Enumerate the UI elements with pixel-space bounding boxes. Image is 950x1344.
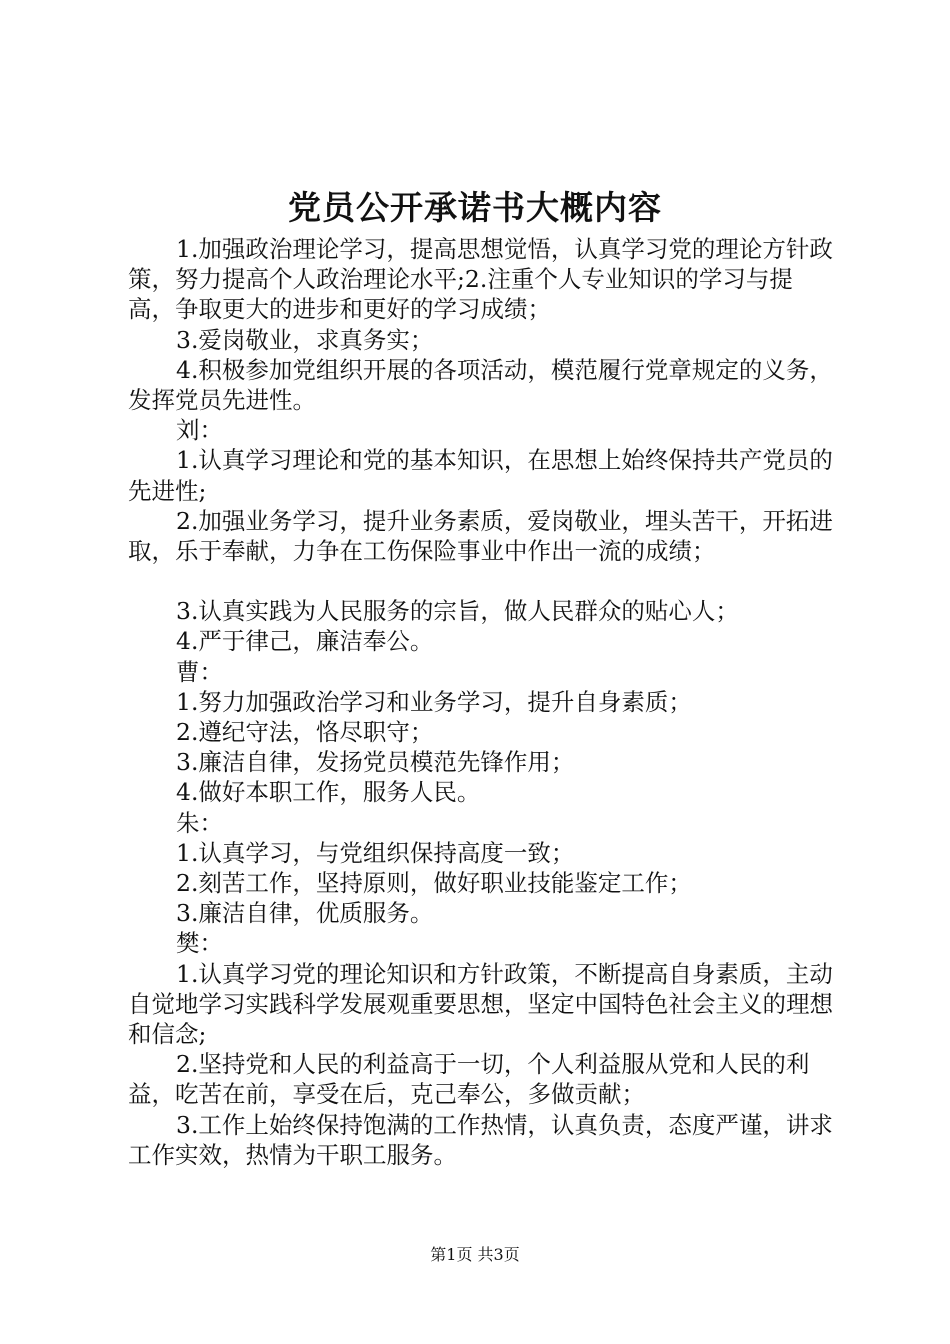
paragraph-22: 3.工作上始终保持饱满的工作热情，认真负责，态度严谨，讲求工作实效，热情为干职工服务。 — [128, 1110, 833, 1169]
page-footer: 第1页 共3页 — [430, 1245, 520, 1264]
paragraph-6: 2.加强业务学习，提升业务素质，爱岗敬业，埋头苦干，开拓进取，乐于奉献，力争在工伤保险事业中作出一流的成绩； — [128, 506, 833, 566]
paragraph-3: 4.积极参加党组织开展的各项活动，模范履行党章规定的义务，发挥党员先进性。 — [128, 355, 833, 415]
paragraph-1: 1.加强政治理论学习，提高思想觉悟，认真学习党的理论方针政策，努力提高个人政治理论水平;2.注重个人专业知识的学习与提高，争取更大的进步和更好的学习成绩； — [128, 235, 833, 324]
section-label-zhu: 朱： — [176, 808, 223, 837]
document-body — [128, 234, 834, 1170]
paragraph-17: 2.刻苦工作，坚持原则，做好职业技能鉴定工作； — [176, 869, 692, 898]
paragraph-2: 3.爱岗敬业，求真务实； — [176, 325, 434, 354]
paragraph-9: 4.严于律己，廉洁奉公。 — [176, 627, 434, 656]
paragraph-5: 1.认真学习理论和党的基本知识，在思想上始终保持共产党员的先进性; — [128, 446, 833, 505]
paragraph-8: 3.认真实践为人民服务的宗旨，做人民群众的贴心人； — [176, 597, 739, 626]
paragraph-21: 2.坚持党和人民的利益高于一切，个人利益服从党和人民的利益，吃苦在前，享受在后，克己奉公，多做贡献； — [128, 1050, 810, 1109]
paragraph-16: 1.认真学习，与党组织保持高度一致； — [176, 838, 575, 867]
section-label-cao: 曹： — [176, 657, 223, 686]
paragraph-14: 4.做好本职工作，服务人民。 — [176, 778, 481, 807]
paragraph-13: 3.廉洁自律，发扬党员模范先锋作用； — [176, 748, 575, 777]
document-title: 党员公开承诺书大概内容 — [288, 188, 662, 227]
paragraph-12: 2.遵纪守法，恪尽职守； — [176, 718, 434, 747]
paragraph-18: 3.廉洁自律，优质服务。 — [176, 899, 434, 928]
section-label-fan: 樊： — [176, 929, 223, 958]
paragraph-11: 1.努力加强政治学习和业务学习，提升自身素质； — [176, 687, 692, 716]
paragraph-20: 1.认真学习党的理论知识和方针政策，不断提高自身素质，主动自觉地学习实践科学发展观重要思想，坚定中国特色社会主义的理想和信念; — [128, 959, 833, 1049]
blank-line — [128, 566, 834, 596]
section-label-liu: 刘： — [176, 416, 223, 445]
